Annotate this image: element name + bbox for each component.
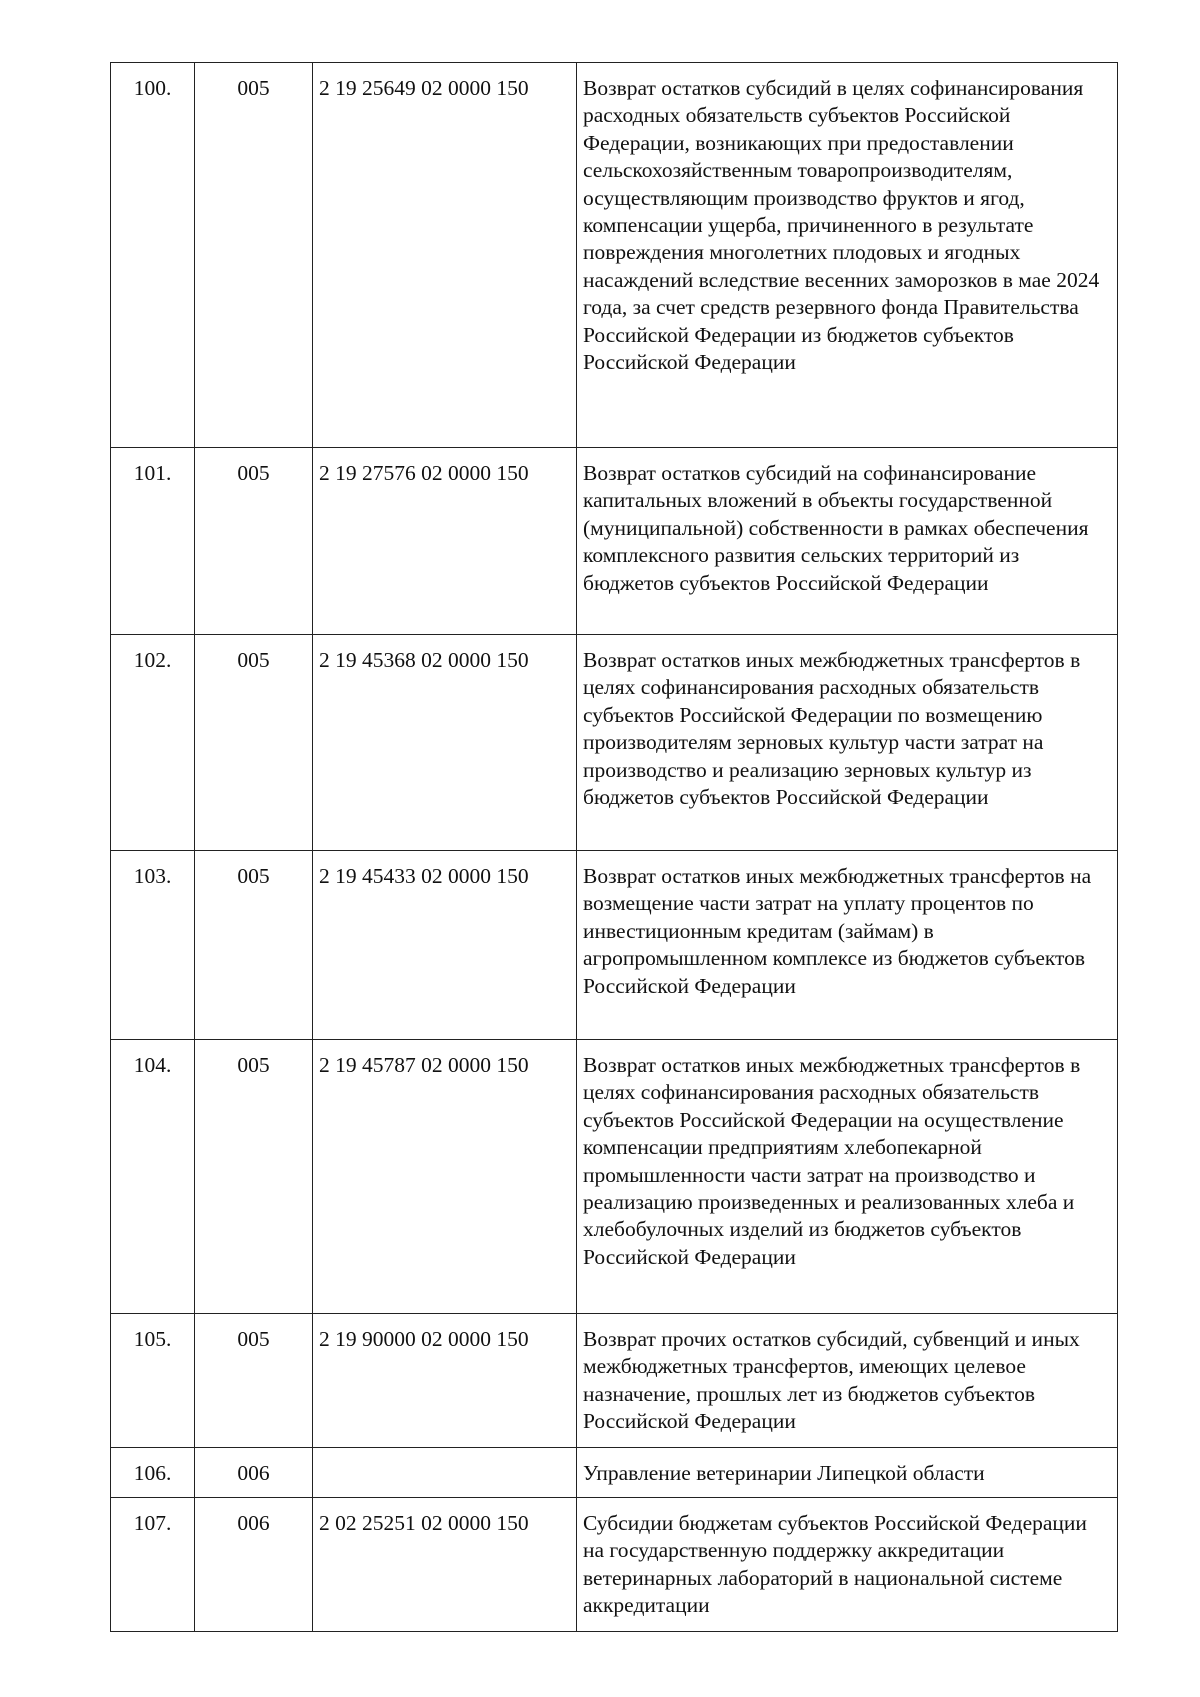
- admin-code: 006: [195, 1448, 313, 1498]
- budget-classification-code: 2 19 45368 02 0000 150: [313, 635, 577, 851]
- admin-code: 006: [195, 1498, 313, 1632]
- budget-codes-table: [110, 62, 1118, 1632]
- revenue-description: Возврат прочих остатков субсидий, субвенций и иных межбюджетных трансфертов, имеющих целевое назначение, прошлых лет из бюджетов субъектов Российской Федерации: [577, 1314, 1118, 1448]
- admin-code: 005: [195, 63, 313, 448]
- revenue-description: Возврат остатков иных межбюджетных трансфертов на возмещение части затрат на уплату процентов по инвестиционным кредитам (займам) в агропромышленном комплексе из бюджетов субъектов Российской Федерации: [577, 851, 1118, 1040]
- revenue-description: Возврат остатков иных межбюджетных трансфертов в целях софинансирования расходных обязательств субъектов Российской Федерации по возмещению производителям зерновых культур части затрат на производство и реализацию зерновых культур из бюджетов субъектов Российской Федерации: [577, 635, 1118, 851]
- row-number: 105.: [111, 1314, 195, 1448]
- admin-code: 005: [195, 448, 313, 635]
- row-number: 104.: [111, 1040, 195, 1314]
- revenue-description: Возврат остатков субсидий в целях софинансирования расходных обязательств субъектов Российской Федерации, возникающих при предоставлении сельскохозяйственным товаропроизводителям, осуществляющим производство фруктов и ягод, компенсации ущерба, причиненного в результате повреждения многолетних плодовых и ягодных насаждений вследствие весенних заморозков в мае 2024 года, за счет средств резервного фонда Правительства Российской Федерации из бюджетов субъектов Российской Федерации: [577, 63, 1118, 448]
- row-number: 106.: [111, 1448, 195, 1498]
- admin-code: 005: [195, 1314, 313, 1448]
- budget-classification-code: 2 02 25251 02 0000 150: [313, 1498, 577, 1632]
- table-row: [111, 448, 1118, 635]
- budget-classification-code: 2 19 45787 02 0000 150: [313, 1040, 577, 1314]
- admin-code: 005: [195, 635, 313, 851]
- row-number: 102.: [111, 635, 195, 851]
- table-row: [111, 1448, 1118, 1498]
- budget-classification-code: 2 19 45433 02 0000 150: [313, 851, 577, 1040]
- budget-classification-code: 2 19 90000 02 0000 150: [313, 1314, 577, 1448]
- revenue-description: Возврат остатков субсидий на софинансирование капитальных вложений в объекты государственной (муниципальной) собственности в рамках обеспечения комплексного развития сельских территорий из бюджетов субъектов Российской Федерации: [577, 448, 1118, 635]
- budget-classification-code: 2 19 25649 02 0000 150: [313, 63, 577, 448]
- table-row: [111, 851, 1118, 1040]
- table-row: [111, 63, 1118, 448]
- table-row: [111, 1040, 1118, 1314]
- budget-classification-code: [313, 1448, 577, 1498]
- budget-classification-code: 2 19 27576 02 0000 150: [313, 448, 577, 635]
- row-number: 107.: [111, 1498, 195, 1632]
- revenue-description: Управление ветеринарии Липецкой области: [577, 1448, 1118, 1498]
- row-number: 103.: [111, 851, 195, 1040]
- row-number: 101.: [111, 448, 195, 635]
- row-number: 100.: [111, 63, 195, 448]
- admin-code: 005: [195, 851, 313, 1040]
- revenue-description: Субсидии бюджетам субъектов Российской Федерации на государственную поддержку аккредитации ветеринарных лабораторий в национальной системе аккредитации: [577, 1498, 1118, 1632]
- admin-code: 005: [195, 1040, 313, 1314]
- table-row: [111, 1314, 1118, 1448]
- revenue-description: Возврат остатков иных межбюджетных трансфертов в целях софинансирования расходных обязательств субъектов Российской Федерации на осуществление компенсации предприятиям хлебопекарной промышленности части затрат на производство и реализацию произведенных и реализованных хлеба и хлебобулочных изделий из бюджетов субъектов Российской Федерации: [577, 1040, 1118, 1314]
- table-row: [111, 1498, 1118, 1632]
- table-row: [111, 635, 1118, 851]
